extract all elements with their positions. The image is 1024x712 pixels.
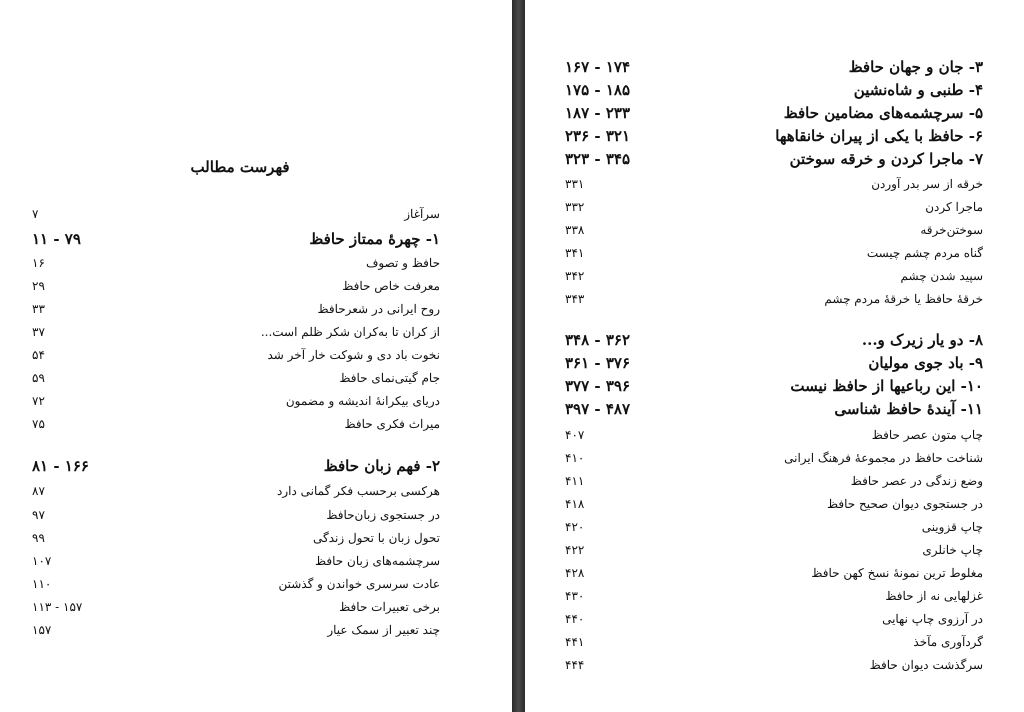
toc-entry-title: در جستجوی زبان‌حافظ: [326, 508, 440, 522]
toc-page-number: ۲۳۶ - ۳۲۱: [565, 127, 631, 145]
toc-sub-entry: [32, 527, 440, 549]
toc-entry-title: ۹- باد جوی مولیان: [868, 354, 983, 372]
toc-chapter-entry: [565, 125, 983, 147]
toc-sub-entry: [565, 539, 983, 561]
toc-sub-entry: [32, 480, 440, 502]
toc-sub-entry: [32, 344, 440, 366]
toc-entry-title: از کران تا به‌کران شکر ظلم است...: [260, 325, 440, 339]
toc-sub-entry: [565, 173, 983, 195]
toc-page-number: ۴۲۰: [565, 520, 585, 534]
toc-page-number: ۳۷: [32, 325, 45, 339]
toc-sub-entry: [565, 562, 983, 584]
toc-sub-entry: [565, 196, 983, 218]
toc-entry-title: ماجرا کردن: [925, 200, 983, 214]
toc-sub-entry: [565, 424, 983, 446]
toc-page-number: ۳۳۱: [565, 177, 585, 191]
toc-entry-title: هرکسی برحسب فکر گمانی دارد: [277, 484, 440, 498]
toc-sub-entry: [32, 596, 440, 618]
toc-entry-title: سرگذشت دیوان حافظ: [869, 658, 983, 672]
toc-sub-entry: [565, 585, 983, 607]
toc-page-number: ۱۱۰: [32, 577, 52, 591]
toc-entry-title: خرقه از سر بدر آوردن: [871, 177, 983, 191]
toc-page-number: ۳۹۷ - ۴۸۷: [565, 400, 631, 418]
toc-page-number: ۴۴۰: [565, 612, 585, 626]
toc-sub-entry: [32, 298, 440, 320]
toc-page-number: ۱۵۷: [32, 623, 52, 637]
toc-page-number: ۵۴: [32, 348, 45, 362]
toc-entry-title: سوختن‌خرقه: [920, 223, 983, 237]
toc-chapter-entry: [565, 56, 983, 78]
toc-entry-title: ۸- دو یار زیرک و...: [861, 331, 983, 349]
toc-page-number: ۲۹: [32, 279, 45, 293]
toc-entry-title: میراث فکری حافظ: [344, 417, 440, 431]
toc-page-number: ۴۳۰: [565, 589, 585, 603]
toc-entry-title: ۵- سرچشمه‌های مضامین حافظ: [783, 104, 983, 122]
toc-page-number: ۳۳۸: [565, 223, 585, 237]
toc-sub-entry: [565, 219, 983, 241]
toc-entry-title: عادت سرسری خواندن و گذشتن: [278, 577, 440, 591]
toc-page-number: ۹۷: [32, 508, 45, 522]
toc-page-number: ۴۲۸: [565, 566, 585, 580]
toc-chapter-entry: [565, 148, 983, 170]
toc-entry-title: ۲- فهم زبان حافظ: [323, 457, 440, 475]
toc-entry-title: چاپ قزوینی: [921, 520, 983, 534]
toc-entry-title: مغلوط ترین نمونهٔ نسخ کهن حافظ: [811, 566, 983, 580]
toc-sub-entry: [565, 288, 983, 310]
toc-sub-entry: [565, 654, 983, 676]
toc-sub-entry: [32, 573, 440, 595]
toc-sub-entry: [565, 631, 983, 653]
toc-page-number: ۸۷: [32, 484, 45, 498]
toc-entry-title: معرفت خاص حافظ: [342, 279, 440, 293]
toc-chapter-entry: [565, 398, 983, 420]
toc-page-number: ۱۱ - ۷۹: [32, 230, 81, 248]
toc-entry-title: گردآوری مآخذ: [913, 635, 983, 649]
toc-entry-title: غزلهایی نه از حافظ: [885, 589, 983, 603]
toc-page-number: ۷۲: [32, 394, 45, 408]
toc-chapter-entry: [565, 329, 983, 351]
toc-sub-entry: [565, 242, 983, 264]
toc-entry-title: ۶- حافظ با یکی از پیران خانقاهها: [775, 127, 983, 145]
toc-chapter-entry: [565, 79, 983, 101]
toc-chapter-entry: [32, 455, 440, 477]
toc-entry-title: در آرزوی چاپ نهایی: [882, 612, 983, 626]
toc-sub-entry: [32, 367, 440, 389]
toc-sub-entry: [32, 275, 440, 297]
toc-page-number: ۴۱۸: [565, 497, 585, 511]
toc-entry-title: ۴- طنبی و شاه‌نشین: [853, 81, 983, 99]
toc-page-number: ۱۷۵ - ۱۸۵: [565, 81, 631, 99]
toc-sub-entry: [32, 390, 440, 412]
toc-sub-entry: [32, 619, 440, 641]
toc-page-number: ۳۴۸ - ۳۶۲: [565, 331, 631, 349]
toc-page-number: ۱۰۷: [32, 554, 52, 568]
toc-entry-title: شناخت حافظ در مجموعهٔ فرهنگ ایرانی: [784, 451, 983, 465]
toc-sub-entry: [32, 550, 440, 572]
toc-entry-title: در جستجوی دیوان صحیح حافظ: [826, 497, 983, 511]
toc-sub-entry: [565, 470, 983, 492]
toc-page-number: ۸۱ - ۱۶۶: [32, 457, 89, 475]
toc-entry-title: سرآغاز: [404, 207, 440, 221]
toc-page-number: ۱۱۳ - ۱۵۷: [32, 600, 83, 614]
toc-entry-title: ۱- چهرۀ ممتاز حافظ: [309, 230, 440, 248]
toc-entry-title: چاپ خانلری: [922, 543, 983, 557]
toc-entry-title: خرقهٔ حافظ یا خرقهٔ مردم چشم: [824, 292, 983, 306]
toc-sub-entry: [32, 252, 440, 274]
toc-entry-title: حافظ و تصوف: [365, 256, 440, 270]
toc-entry-title: چند تعبیر از سمک عیار: [327, 623, 440, 637]
toc-entry-title: نخوت باد دی و شوکت خار آخر شد: [267, 348, 440, 362]
toc-chapter-entry: [32, 228, 440, 250]
toc-entry-title: ۱۰- این رباعیها از حافظ نیست: [790, 377, 983, 395]
toc-sub-entry: [565, 608, 983, 630]
toc-page-number: ۴۲۲: [565, 543, 585, 557]
toc-chapter-entry: [565, 375, 983, 397]
toc-page-number: ۱۸۷ - ۲۳۳: [565, 104, 631, 122]
right-page: [525, 0, 1024, 712]
toc-page-number: ۴۴۱: [565, 635, 585, 649]
toc-page-number: ۴۰۷: [565, 428, 585, 442]
toc-page-number: ۳۷۷ - ۳۹۶: [565, 377, 631, 395]
page-title: فهرست مطالب: [190, 158, 290, 176]
toc-sub-entry: [32, 504, 440, 526]
toc-sub-entry: [32, 203, 440, 225]
toc-page-number: ۱۶۷ - ۱۷۴: [565, 58, 631, 76]
toc-sub-entry: [32, 413, 440, 435]
toc-entry-title: چاپ متون عصر حافظ: [871, 428, 983, 442]
toc-page-number: ۳۳۲: [565, 200, 585, 214]
toc-page-number: ۴۱۰: [565, 451, 585, 465]
toc-entry-title: گناه مردم چشم چیست: [866, 246, 983, 260]
toc-sub-entry: [565, 265, 983, 287]
toc-page-number: ۷: [32, 207, 39, 221]
toc-page-number: ۹۹: [32, 531, 45, 545]
toc-entry-title: ۱۱- آیندۀ حافظ شناسی: [834, 400, 983, 418]
toc-entry-title: وضع زندگی در عصر حافظ: [850, 474, 983, 488]
toc-entry-title: تحول زبان با تحول زندگی: [312, 531, 440, 545]
toc-chapter-entry: [565, 352, 983, 374]
toc-entry-title: سپید شدن چشم: [900, 269, 983, 283]
toc-entry-title: دریای بیکرانهٔ اندیشه و مضمون: [285, 394, 440, 408]
toc-page-number: ۳۲۳ - ۳۴۵: [565, 150, 631, 168]
toc-page-number: ۵۹: [32, 371, 45, 385]
toc-page-number: ۳۴۲: [565, 269, 585, 283]
toc-page-number: ۳۳: [32, 302, 45, 316]
toc-entry-title: ۳- جان و جهان حافظ: [848, 58, 983, 76]
toc-page-number: ۱۶: [32, 256, 45, 270]
toc-entry-title: سرچشمه‌های زبان حافظ: [315, 554, 440, 568]
book-spine: [512, 0, 525, 712]
toc-chapter-entry: [565, 102, 983, 124]
toc-entry-title: روح ایرانی در شعرحافظ: [317, 302, 440, 316]
toc-sub-entry: [565, 447, 983, 469]
toc-page-number: ۳۴۳: [565, 292, 585, 306]
toc-page-number: ۳۶۱ - ۳۷۶: [565, 354, 631, 372]
toc-sub-entry: [565, 493, 983, 515]
toc-entry-title: جام گیتی‌نمای حافظ: [339, 371, 440, 385]
toc-page-number: ۴۴۴: [565, 658, 585, 672]
toc-sub-entry: [565, 516, 983, 538]
toc-page-number: ۳۴۱: [565, 246, 585, 260]
toc-entry-title: برخی تعبیرات حافظ: [339, 600, 440, 614]
toc-page-number: ۷۵: [32, 417, 45, 431]
toc-page-number: ۴۱۱: [565, 474, 585, 488]
toc-entry-title: ۷- ماجرا کردن و خرقه سوختن: [789, 150, 983, 168]
toc-sub-entry: [32, 321, 440, 343]
